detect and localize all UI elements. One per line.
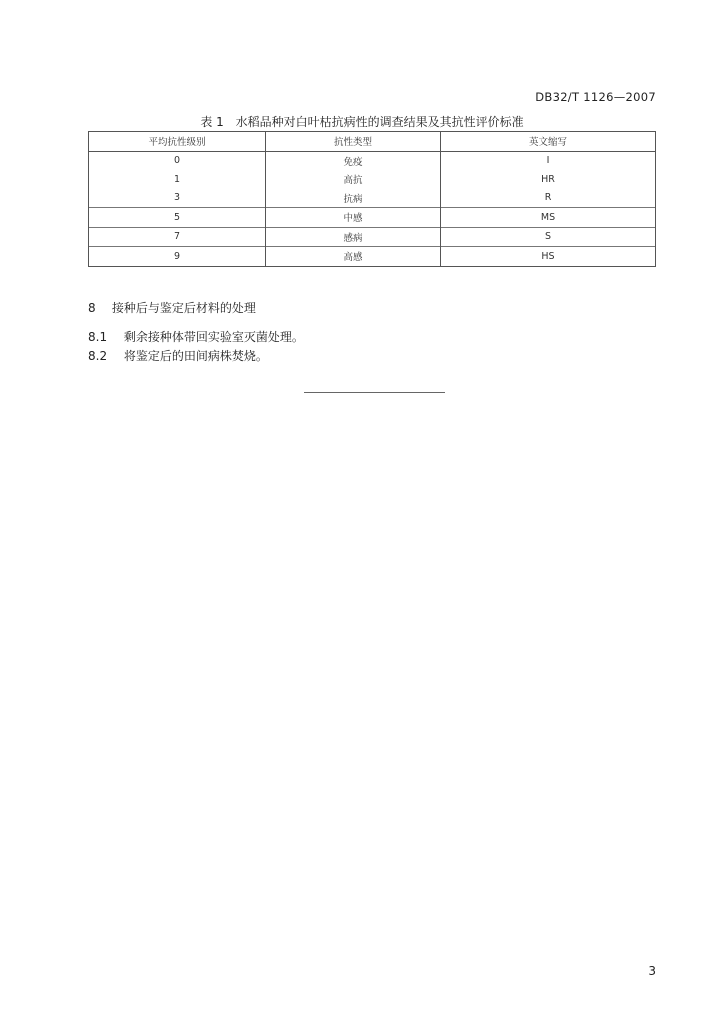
- cell-abbreviation: S: [441, 227, 656, 247]
- cell-abbreviation: R: [441, 189, 656, 208]
- document-code: DB32/T 1126—2007: [535, 90, 656, 104]
- cell-grade: 3: [89, 189, 266, 208]
- column-header-grade: 平均抗性级别: [89, 132, 266, 152]
- cell-abbreviation: HS: [441, 247, 656, 267]
- cell-type: 感病: [266, 227, 441, 247]
- cell-grade: 9: [89, 247, 266, 267]
- clause-number: 8.1: [88, 330, 108, 344]
- cell-type: 免疫: [266, 151, 441, 170]
- cell-type: 抗病: [266, 189, 441, 208]
- table-row: [89, 151, 656, 170]
- cell-type: 高抗: [266, 170, 441, 189]
- table-row: [89, 170, 656, 189]
- clause-text: 剩余接种体带回实验室灭菌处理。: [123, 330, 304, 344]
- section-number: 8: [88, 301, 96, 315]
- cell-grade: 1: [89, 170, 266, 189]
- end-of-document-rule: [304, 392, 445, 393]
- cell-grade: 0: [89, 151, 266, 170]
- cell-type: 高感: [266, 247, 441, 267]
- cell-type: 中感: [266, 208, 441, 228]
- table-row: [89, 247, 656, 267]
- table-caption: [0, 113, 724, 130]
- table-row: [89, 208, 656, 228]
- cell-grade: 5: [89, 208, 266, 228]
- clause-number: 8.2: [88, 349, 108, 363]
- cell-abbreviation: I: [441, 151, 656, 170]
- page-number: 3: [648, 964, 656, 978]
- table-header-row: [89, 132, 656, 152]
- table-caption-title: 水稻品种对白叶枯抗病性的调查结果及其抗性评价标准: [235, 115, 524, 129]
- column-header-type: 抗性类型: [266, 132, 441, 152]
- clause-item: [88, 328, 304, 345]
- column-header-abbreviation: 英文缩写: [441, 132, 656, 152]
- table-caption-label: 表 1: [200, 115, 224, 129]
- clause-text: 将鉴定后的田间病株焚烧。: [123, 349, 268, 363]
- cell-abbreviation: HR: [441, 170, 656, 189]
- cell-grade: 7: [89, 227, 266, 247]
- table-row: [89, 227, 656, 247]
- table-row: [89, 189, 656, 208]
- cell-abbreviation: MS: [441, 208, 656, 228]
- resistance-grade-table: [88, 131, 656, 267]
- clause-item: [88, 347, 268, 364]
- section-heading: [88, 299, 256, 316]
- section-title: 接种后与鉴定后材料的处理: [111, 301, 256, 315]
